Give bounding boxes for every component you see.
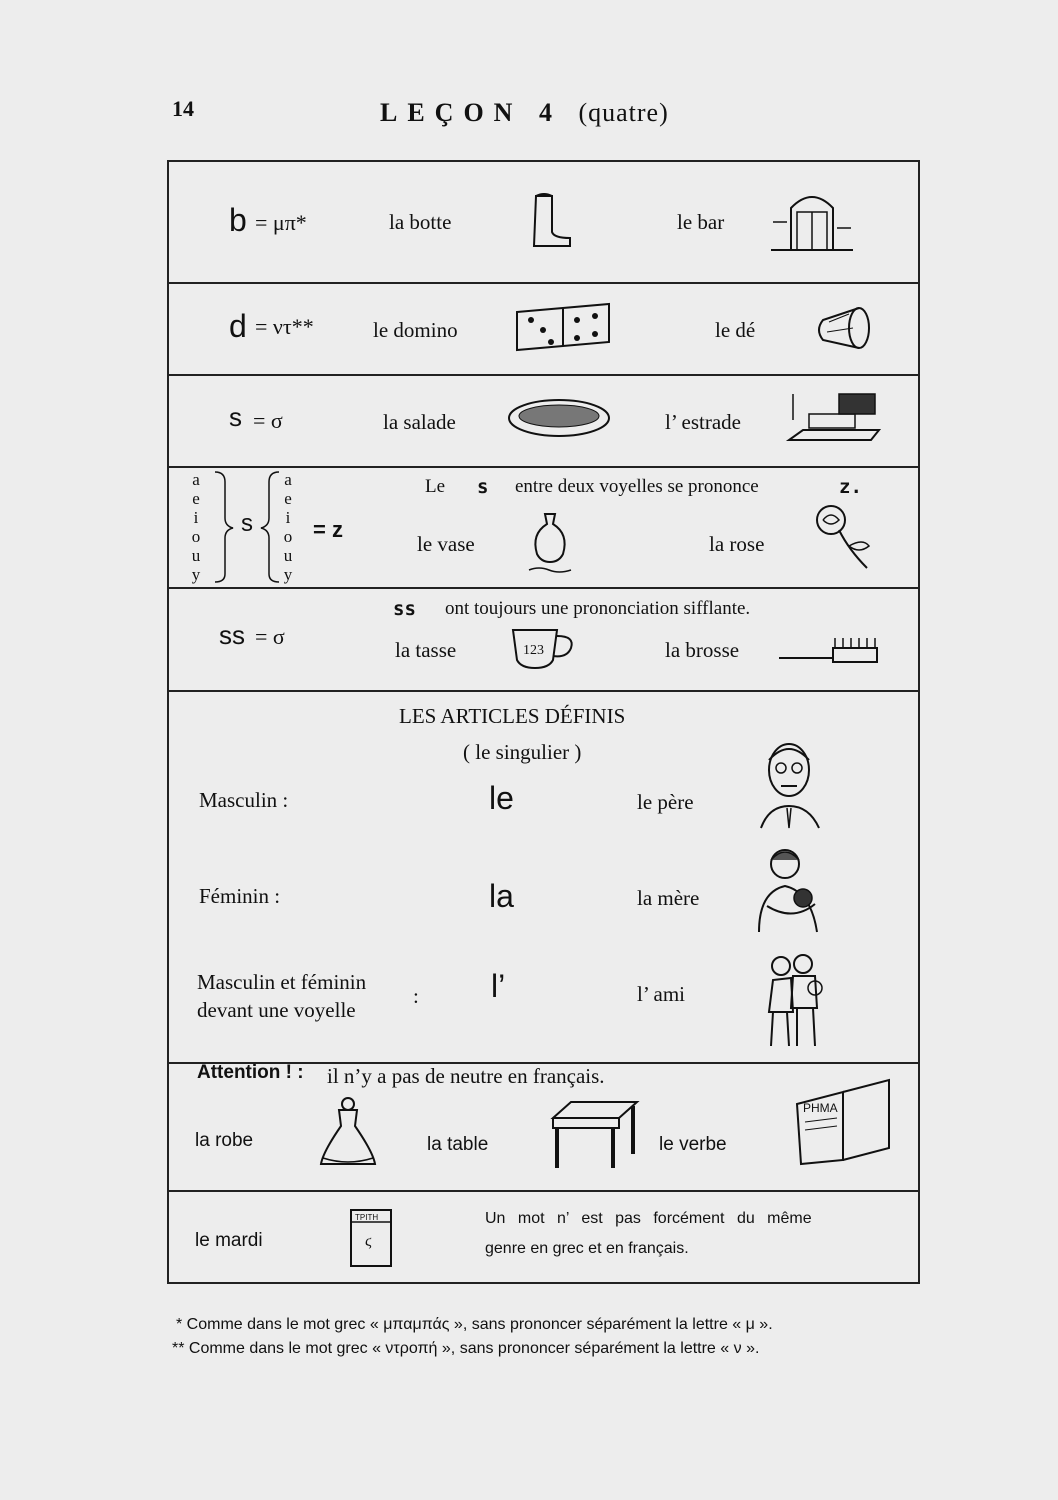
mardi-word: le mardi	[195, 1230, 263, 1251]
vowel: u	[283, 546, 293, 565]
feminin-label: Féminin :	[199, 884, 281, 908]
open-book-illustration	[793, 1074, 893, 1166]
s-word-2: l’ estrade	[665, 410, 741, 434]
b-word-2: le bar	[677, 210, 725, 234]
brush-illustration	[777, 634, 881, 668]
article-l: l’	[491, 968, 506, 1004]
vowel: e	[192, 489, 200, 508]
both-label-1: Masculin et féminin	[197, 970, 367, 994]
salad-illustration	[505, 394, 613, 444]
pere-example: le père	[637, 790, 694, 814]
sz-result: = z	[313, 517, 343, 542]
estrade-illustration	[783, 390, 883, 450]
bar-illustration	[767, 182, 857, 254]
b-equivalent: = μπ*	[255, 210, 307, 235]
table-word: la table	[427, 1134, 489, 1155]
vowel: o	[191, 527, 201, 546]
svg-text:123: 123	[523, 643, 544, 658]
divider	[169, 1190, 918, 1192]
ss-word-1: la tasse	[395, 638, 457, 662]
masculin-label: Masculin :	[199, 788, 289, 812]
friends-illustration	[761, 952, 827, 1052]
vowel: i	[193, 508, 199, 527]
attention-label: Attention ! :	[197, 1062, 304, 1083]
attention-text: il n’y a pas de neutre en français.	[327, 1064, 605, 1088]
boot-illustration	[524, 190, 580, 250]
ss-equivalent: = σ	[255, 624, 285, 649]
divider	[169, 466, 918, 468]
mere-example: la mère	[637, 886, 700, 910]
footnote-1: * Comme dans le mot grec « μπαμπάς », sans prononcer séparément la lettre « μ ».	[176, 1316, 773, 1333]
vowel: e	[284, 489, 292, 508]
d-word-1: le domino	[373, 318, 458, 342]
letter-ss: ss	[219, 620, 245, 650]
book-word-rhma: ΡΗΜΑ	[803, 1101, 838, 1115]
mardi-note-2: genre en grec et en français.	[485, 1240, 689, 1257]
vowel: y	[191, 565, 201, 584]
mardi-note-1: Un mot n’ est pas forcément du même	[485, 1210, 812, 1227]
lesson-title	[380, 98, 669, 128]
ss-word-2: la brosse	[665, 638, 740, 662]
both-colon: :	[413, 984, 419, 1008]
thimble-illustration	[809, 302, 875, 358]
articles-title: LES ARTICLES DÉFINIS	[399, 704, 626, 728]
domino-illustration	[511, 298, 615, 356]
verbe-word: le verbe	[659, 1134, 727, 1155]
d-equivalent: = ντ**	[255, 314, 314, 339]
vowels-right	[281, 470, 295, 584]
d-word-2: le dé	[715, 318, 756, 342]
footnote-2: ** Comme dans le mot grec « ντροπή », sans prononcer séparément la lettre « ν ».	[172, 1340, 760, 1357]
ss-rule-text: ont toujours une prononciation sifflante.	[445, 598, 751, 619]
article-le: le	[489, 780, 514, 816]
calendar-book-illustration	[347, 1206, 397, 1272]
book-word-triti: ΤΡΙΤΗ	[355, 1213, 379, 1222]
svg-text:ϛ: ϛ	[365, 1233, 372, 1250]
both-label-2: devant une voyelle	[197, 998, 356, 1022]
letter-b: b	[229, 202, 247, 238]
divider	[169, 374, 918, 376]
table-illustration	[549, 1098, 641, 1172]
b-word-1: la botte	[389, 210, 452, 234]
s-equivalent: = σ	[253, 408, 283, 433]
rose-illustration	[809, 500, 875, 572]
mother-illustration	[753, 842, 825, 938]
lesson-title-text: LEÇON 4	[380, 98, 562, 127]
father-illustration	[759, 736, 821, 832]
sz-word-2: la rose	[709, 532, 765, 556]
robe-word: la robe	[195, 1130, 254, 1151]
vowel: a	[192, 470, 200, 489]
divider	[169, 282, 918, 284]
page-number: 14	[172, 96, 194, 121]
vowels-left	[189, 470, 203, 584]
vowel: y	[283, 565, 293, 584]
letter-s: s	[229, 402, 242, 432]
articles-subtitle: ( le singulier )	[463, 740, 582, 764]
lesson-table	[167, 160, 920, 1284]
ami-example: l’ ami	[637, 982, 686, 1006]
vowel: a	[284, 470, 292, 489]
ss-rule-ss: ss	[393, 598, 416, 620]
lesson-title-paren: (quatre)	[578, 98, 669, 127]
divider	[169, 587, 918, 589]
vowel: u	[191, 546, 201, 565]
cup-illustration	[509, 624, 579, 672]
vowel: o	[283, 527, 293, 546]
vowel: i	[285, 508, 291, 527]
letter-d: d	[229, 308, 247, 344]
sz-rule-text: entre deux voyelles se prononce	[515, 476, 759, 497]
divider	[169, 690, 918, 692]
article-la: la	[489, 878, 514, 914]
sz-rule-s: s	[477, 476, 489, 498]
sz-rule-z: z.	[839, 476, 862, 498]
vase-illustration	[525, 510, 575, 576]
s-word-1: la salade	[383, 410, 456, 434]
letter-s-between: s	[241, 510, 253, 537]
dress-illustration	[319, 1096, 377, 1168]
sz-rule-le: Le	[425, 476, 446, 497]
sz-word-1: le vase	[417, 532, 475, 556]
